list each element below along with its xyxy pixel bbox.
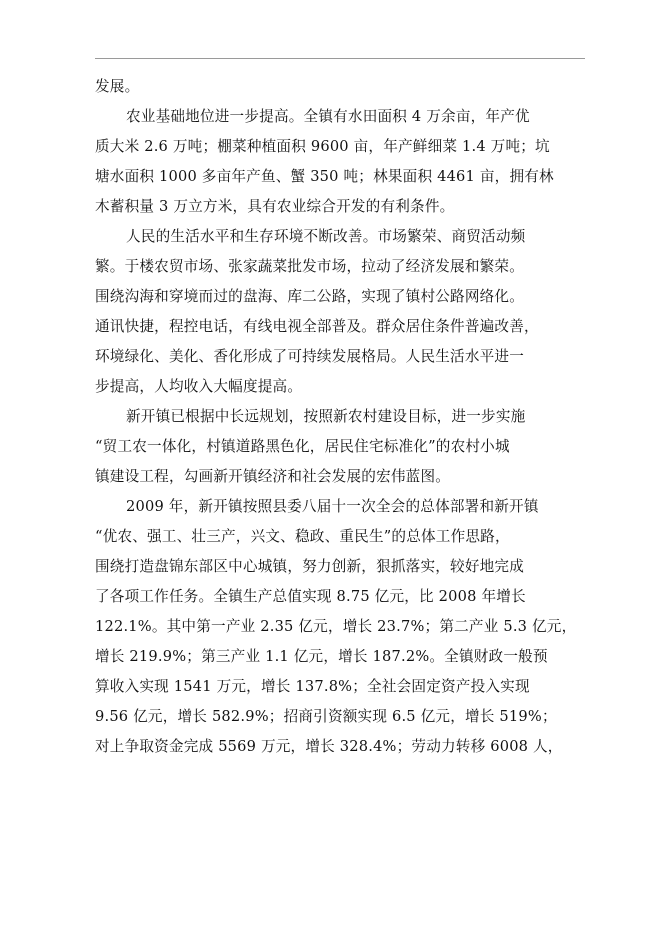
paragraph-living-start: 人民的生活水平和生存环境不断改善。市场繁荣、商贸活动频 bbox=[126, 228, 526, 245]
text-line: 环境绿化、美化、香化形成了可持续发展格局。人民生活水平进一 bbox=[95, 348, 525, 365]
text-line: 通讯快捷，程控电话，有线电视全部普及。群众居住条件普遍改善， bbox=[95, 318, 539, 335]
text-line: “贸工农一体化，村镇道路黑色化，居民住宅标准化”的农村小城 bbox=[95, 438, 510, 455]
text-line: 发展。 bbox=[95, 78, 140, 95]
text-line: 繁。于楼农贸市场、张家蔬菜批发市场，拉动了经济发展和繁荣。 bbox=[95, 258, 525, 275]
text-line: 镇建设工程，勾画新开镇经济和社会发展的宏伟蓝图。 bbox=[95, 468, 451, 485]
text-line: 算收入实现 1541 万元，增长 137.8%；全社会固定资产投入实现 bbox=[95, 678, 530, 695]
text-line: 增长 219.9%；第三产业 1.1 亿元，增长 187.2%。全镇财政一般预 bbox=[95, 648, 548, 665]
text-line: 塘水面积 1000 多亩年产鱼、蟹 350 吨；林果面积 4461 亩，拥有林 bbox=[95, 168, 554, 185]
text-line: 对上争取资金完成 5569 万元，增长 328.4%；劳动力转移 6008 人， bbox=[95, 738, 563, 755]
text-line: 木蓄积量 3 万立方米，具有农业综合开发的有利条件。 bbox=[95, 198, 455, 215]
header-rule bbox=[95, 58, 585, 59]
text-line: 9.56 亿元，增长 582.9%；招商引资额实现 6.5 亿元，增长 519%； bbox=[95, 708, 557, 725]
paragraph-2009-start: 2009 年，新开镇按照县委八届十一次全会的总体部署和新开镇 bbox=[126, 498, 539, 515]
text-line: 步提高，人均收入大幅度提高。 bbox=[95, 378, 303, 395]
body-text bbox=[95, 72, 589, 762]
text-line: 了各项工作任务。全镇生产总值实现 8.75 亿元，比 2008 年增长 bbox=[95, 588, 526, 605]
paragraph-agriculture-start: 农业基础地位进一步提高。全镇有水田面积 4 万余亩，年产优 bbox=[126, 108, 530, 125]
paragraph-planning-start: 新开镇已根据中长远规划，按照新农村建设目标，进一步实施 bbox=[126, 408, 526, 425]
text-line: 122.1%。其中第一产业 2.35 亿元，增长 23.7%；第二产业 5.3 亿元， bbox=[95, 618, 577, 635]
text-line: “优农、强工、壮三产，兴文、稳政、重民生”的总体工作思路， bbox=[95, 528, 510, 545]
text-line: 围绕打造盘锦东部区中心城镇，努力创新，狠抓落实，较好地完成 bbox=[95, 558, 525, 575]
text-line: 围绕沟海和穿境而过的盘海、库二公路，实现了镇村公路网络化。 bbox=[95, 288, 525, 305]
text-line: 质大米 2.6 万吨；棚菜种植面积 9600 亩，年产鲜细菜 1.4 万吨；坑 bbox=[95, 138, 550, 155]
